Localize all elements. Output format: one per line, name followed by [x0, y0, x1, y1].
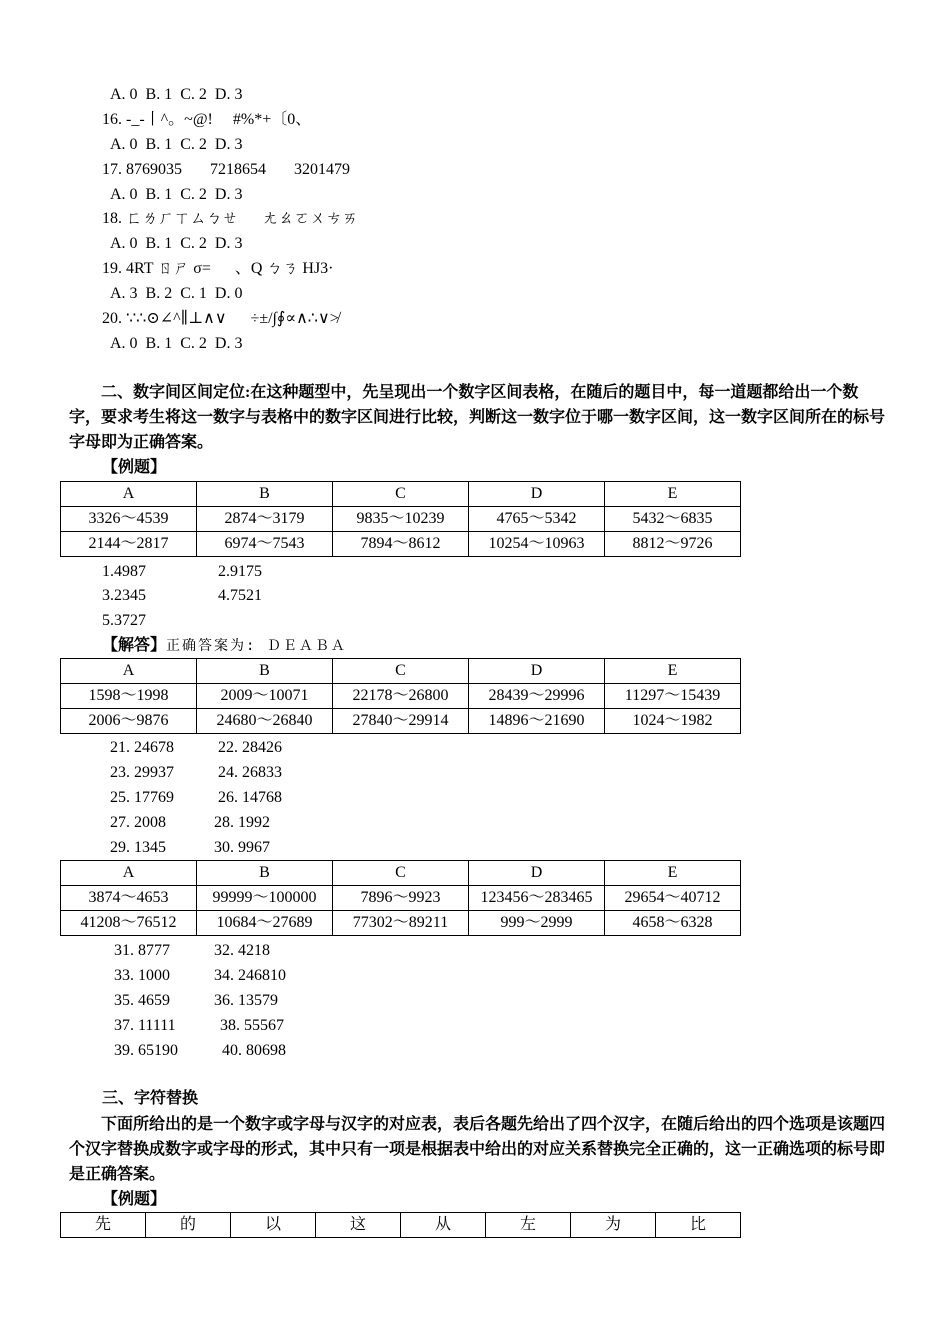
table-cell: 14896～21690: [469, 709, 605, 734]
table-row: [61, 911, 741, 936]
list-item: 28. 1992: [214, 814, 270, 831]
list-item: 33. 1000: [114, 967, 170, 984]
list-item: 39. 65190: [114, 1042, 178, 1059]
options-line: A. 0 B. 1 C. 2 D. 3: [110, 136, 243, 153]
list-item: 37. 11111: [114, 1017, 176, 1034]
question-19: 19. 4RT ㄖㄕ σ= 、Q ㄅㄋ HJ3·: [102, 260, 334, 277]
table-cell: D: [469, 861, 605, 886]
list-item: 2.9175: [218, 563, 262, 580]
list-item: 32. 4218: [214, 942, 270, 959]
table-cell: B: [197, 482, 333, 507]
answer-line: [102, 636, 347, 656]
list-item: 27. 2008: [110, 814, 166, 831]
question-18: 18. ㄈㄌㄏㄒㄙㄅㄝ ㄤㄠㄛㄨㄘㄞ: [102, 210, 359, 227]
table-cell: 999～2999: [469, 911, 605, 936]
list-item: 36. 13579: [214, 992, 278, 1009]
section-3-intro: 下面所给出的是一个数字或字母与汉字的对应表，表后各题先给出了四个汉字，在随后给出的四个选项是该题四个汉字替换成数字或字母的形式，其中只有一项是根据表中给出的对应关系替换完全正确的，这一正确选项的标号即是正确答案。: [69, 1116, 886, 1183]
table-cell: 10684～27689: [197, 911, 333, 936]
list-item: 1.4987: [102, 563, 146, 580]
table-header-row: [61, 659, 741, 684]
table-cell: 的: [146, 1213, 231, 1238]
table-header-row: [61, 861, 741, 886]
table-cell: 10254～10963: [469, 532, 605, 557]
table-cell: D: [469, 482, 605, 507]
table-cell: 2874～3179: [197, 507, 333, 532]
answer-label: 【解答】: [102, 637, 167, 654]
table-cell: 左: [486, 1213, 571, 1238]
table-cell: C: [333, 482, 469, 507]
options-line: A. 0 B. 1 C. 2 D. 3: [110, 235, 243, 252]
table-cell: C: [333, 659, 469, 684]
list-item: 30. 9967: [214, 839, 270, 856]
table-cell: 11297～15439: [605, 684, 741, 709]
table-cell: 4658～6328: [605, 911, 741, 936]
section-3-title: 三、字符替换: [102, 1090, 199, 1107]
list-item: 31. 8777: [114, 942, 170, 959]
list-item: 26. 14768: [218, 789, 282, 806]
table-cell: B: [197, 659, 333, 684]
options-line: A. 0 B. 1 C. 2 D. 3: [110, 335, 243, 352]
table-cell: C: [333, 861, 469, 886]
list-item: 38. 55567: [220, 1017, 284, 1034]
table-row: [61, 1213, 741, 1238]
table-cell: 41208～76512: [61, 911, 197, 936]
table-cell: 3874～4653: [61, 886, 197, 911]
table-cell: 28439～29996: [469, 684, 605, 709]
table-cell: 8812～9726: [605, 532, 741, 557]
table-cell: 27840～29914: [333, 709, 469, 734]
table-cell: 4765～5342: [469, 507, 605, 532]
list-item: 22. 28426: [218, 739, 282, 756]
question-20: 20. ∵∴⊙∠^∥⊥∧∨ ÷±/∫∮∝∧∴∨≯: [102, 310, 339, 327]
table-cell: E: [605, 659, 741, 684]
table-cell: E: [605, 861, 741, 886]
example-label: 【例题】: [102, 459, 167, 476]
range-table-1: [60, 481, 741, 557]
options-line: A. 3 B. 2 C. 1 D. 0: [110, 285, 243, 302]
table-cell: A: [61, 659, 197, 684]
table-row: [61, 886, 741, 911]
list-item: 40. 80698: [222, 1042, 286, 1059]
list-item: 23. 29937: [110, 764, 174, 781]
table-cell: 2144～2817: [61, 532, 197, 557]
list-item: 29. 1345: [110, 839, 166, 856]
table-cell: 1598～1998: [61, 684, 197, 709]
table-cell: A: [61, 861, 197, 886]
table-cell: 123456～283465: [469, 886, 605, 911]
list-item: 25. 17769: [110, 789, 174, 806]
table-cell: 6974～7543: [197, 532, 333, 557]
table-cell: 2006～9876: [61, 709, 197, 734]
table-row: [61, 532, 741, 557]
list-item: 4.7521: [218, 587, 262, 604]
table-cell: 3326～4539: [61, 507, 197, 532]
table-cell: B: [197, 861, 333, 886]
table-cell: D: [469, 659, 605, 684]
table-cell: A: [61, 482, 197, 507]
answer-text: 正确答案为: ＤＥＡＢＡ: [166, 638, 347, 654]
table-cell: 99999～100000: [197, 886, 333, 911]
table-cell: 2009～10071: [197, 684, 333, 709]
range-table-2: [60, 658, 741, 734]
table-cell: 从: [401, 1213, 486, 1238]
section-2-intro: 二、数字间区间定位:在这种题型中，先呈现出一个数字区间表格，在随后的题目中，每一道题都给出一个数字，要求考生将这一数字与表格中的数字区间进行比较，判断这一数字位于哪一数字区间，这一数字区间所在的标号字母即为正确答案。: [69, 384, 886, 451]
table-cell: 为: [571, 1213, 656, 1238]
table-cell: 这: [316, 1213, 401, 1238]
table-header-row: [61, 482, 741, 507]
table-cell: 9835～10239: [333, 507, 469, 532]
table-cell: 1024～1982: [605, 709, 741, 734]
table-cell: 77302～89211: [333, 911, 469, 936]
options-line: A. 0 B. 1 C. 2 D. 3: [110, 86, 243, 103]
table-row: [61, 684, 741, 709]
range-table-3: [60, 860, 741, 936]
question-17: 17. 8769035 7218654 3201479: [102, 161, 350, 178]
list-item: 3.2345: [102, 587, 146, 604]
list-item: 5.3727: [102, 612, 146, 629]
table-row: [61, 709, 741, 734]
table-cell: 以: [231, 1213, 316, 1238]
table-row: [61, 507, 741, 532]
list-item: 34. 246810: [214, 967, 286, 984]
table-cell: 7894～8612: [333, 532, 469, 557]
table-cell: 7896～9923: [333, 886, 469, 911]
table-cell: 24680～26840: [197, 709, 333, 734]
table-cell: 5432～6835: [605, 507, 741, 532]
table-cell: E: [605, 482, 741, 507]
table-cell: 先: [61, 1213, 146, 1238]
table-cell: 比: [656, 1213, 741, 1238]
char-table: [60, 1212, 741, 1238]
table-cell: 22178～26800: [333, 684, 469, 709]
list-item: 21. 24678: [110, 739, 174, 756]
question-16: 16. -_-丨^。~@! #%*+〔0、: [102, 111, 312, 128]
list-item: 24. 26833: [218, 764, 282, 781]
options-line: A. 0 B. 1 C. 2 D. 3: [110, 186, 243, 203]
table-cell: 29654～40712: [605, 886, 741, 911]
example-label: 【例题】: [102, 1191, 167, 1208]
list-item: 35. 4659: [114, 992, 170, 1009]
